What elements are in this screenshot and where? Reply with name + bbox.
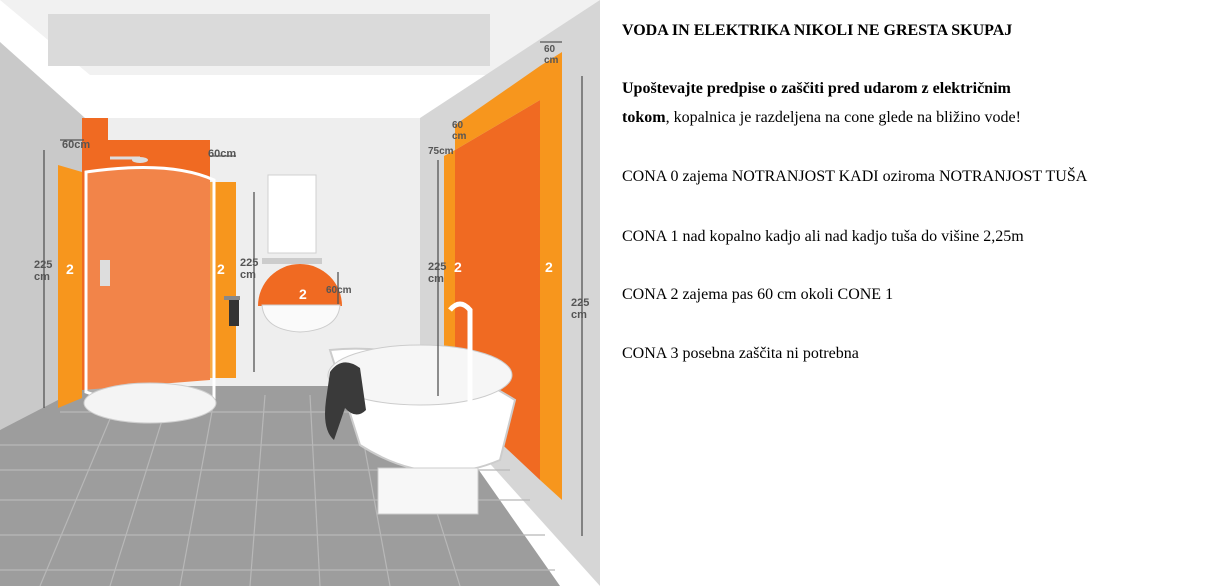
zone-label-right-far: 2 [545, 259, 553, 275]
shower-head [132, 157, 148, 163]
zone-label-sink: 2 [299, 286, 307, 302]
dim-right-far-height: 225 cm [571, 297, 590, 322]
zone-label-left-wall: 2 [66, 261, 74, 277]
mirror [268, 175, 316, 253]
dim-sink-radius: 60cm [326, 285, 352, 296]
zone0-description: CONA 0 zajema NOTRANJOST KADI oziroma NOTRANJOST TUŠA [622, 168, 1088, 185]
warning-line-1: Upoštevajte predpise o zaščiti pred udarom z električnim [622, 80, 1011, 97]
warning-bold-word: tokom [622, 109, 666, 126]
shelf [262, 258, 322, 264]
shower-tray [84, 383, 216, 423]
bathroom-zones-illustration [0, 0, 600, 586]
zone2-right-wall-far [540, 52, 562, 500]
ceiling-light-panel [48, 14, 490, 66]
zone2-left-strip [58, 165, 82, 408]
dim-left-height: 225 cm [34, 259, 53, 284]
dim-right-height: 225 cm [428, 261, 447, 286]
shower-enclosure [86, 168, 214, 408]
towel [229, 300, 239, 326]
zone-label-right-wall: 2 [454, 259, 462, 275]
towel-bar [224, 296, 240, 300]
page-title: VODA IN ELEKTRIKA NIKOLI NE GRESTA SKUPAJ [622, 22, 1013, 39]
dim-sink-height: 225 cm [240, 257, 259, 282]
dim-right-mid-b: 75cm [428, 146, 454, 157]
bathtub-base [378, 468, 478, 514]
dim-right-top: 60 cm [544, 44, 559, 66]
zone2-description: CONA 2 zajema pas 60 cm okoli CONE 1 [622, 286, 894, 303]
dim-shower-width: 60cm [208, 148, 237, 160]
warning-line-2 [622, 109, 1021, 127]
shower-controls [100, 260, 110, 286]
dim-right-mid-a: 60 cm [452, 120, 467, 142]
zone3-description: CONA 3 posebna zaščita ni potrebna [622, 345, 859, 362]
zone-label-shower-side: 2 [217, 261, 225, 277]
dim-left-width: 60cm [62, 139, 91, 151]
zone1-description: CONA 1 nad kopalno kadjo ali nad kadjo tuša do višine 2,25m [622, 228, 1024, 245]
warning-rest: , kopalnica je razdeljena na cone glede na bližino vode! [665, 109, 1021, 126]
